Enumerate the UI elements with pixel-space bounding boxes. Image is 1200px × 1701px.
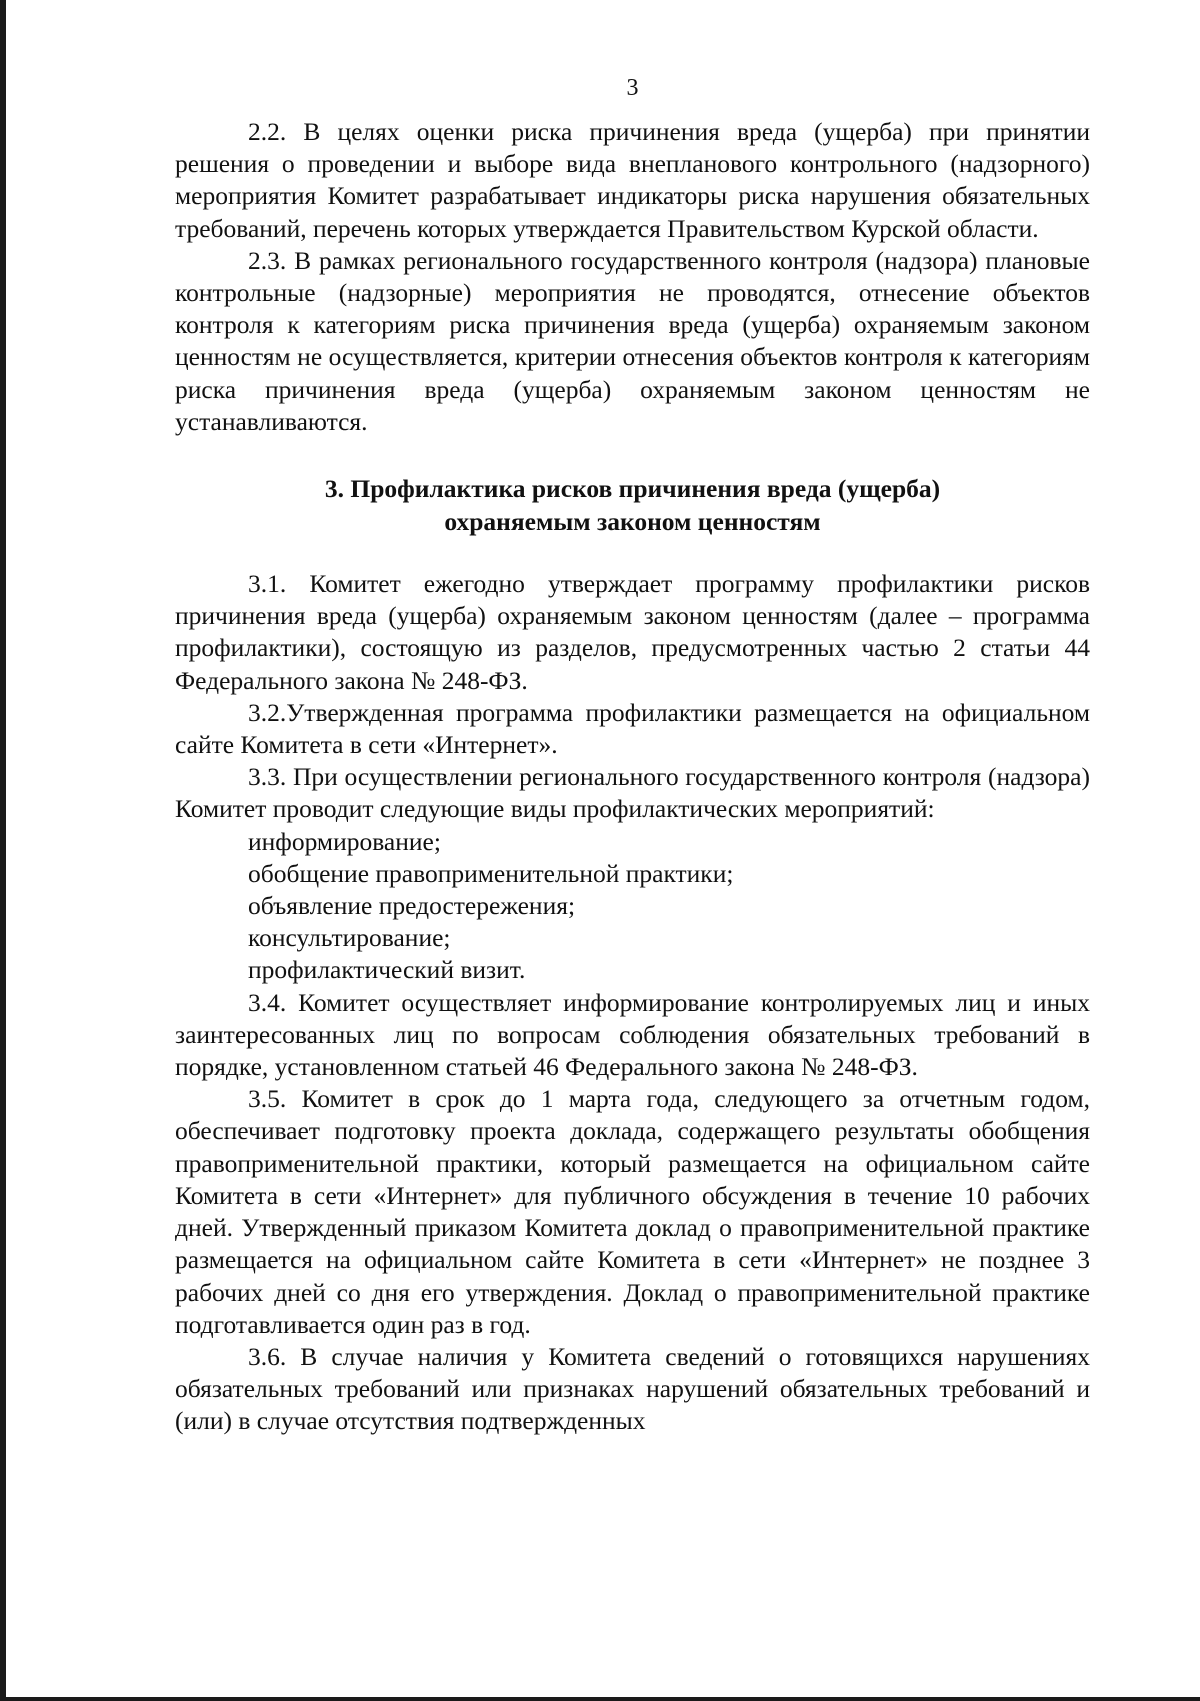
scan-edge-bottom	[0, 1697, 1200, 1701]
paragraph-3-1: 3.1. Комитет ежегодно утверждает программу профилактики рисков причинения вреда (ущерба) охраняемым законом ценностям (далее – программа профилактики), состоящую из разделов, предусмотренных частью 2 статьи 44 Федерального закона № 248-ФЗ.	[175, 569, 1090, 695]
section-heading-line-2: охраняемым законом ценностям	[444, 507, 821, 537]
list-item: объявление предостережения;	[248, 891, 576, 921]
paragraph-3-2: 3.2.Утвержденная программа профилактики размещается на официальном сайте Комитета в сети «Интернет».	[175, 697, 1090, 760]
paragraph-3-5: 3.5. Комитет в срок до 1 марта года, следующего за отчетным годом, обеспечивает подготовку проекта доклада, содержащего результаты обобщения правоприменительной практики, который размещается на официальном сайте Комитета в сети «Интернет» для публичного обсуждения в течение 10 рабочих дней. Утвержденный приказом Комитета доклад о правоприменительной практике размещается на официальном сайте Комитета в сети «Интернет» не позднее 3 рабочих дней со дня его утверждения. Доклад о правоприменительной практике подготавливается один раз в год.	[175, 1084, 1090, 1339]
section-heading	[175, 472, 1090, 538]
scan-edge-left	[0, 0, 6, 1701]
list-item: обобщение правоприменительной практики;	[248, 858, 734, 888]
page-number: 3	[626, 75, 639, 101]
section-heading-line-1: 3. Профилактика рисков причинения вреда (ущерба)	[324, 474, 941, 504]
list-item: информирование;	[248, 826, 441, 856]
list-item: профилактический визит.	[248, 955, 526, 985]
paragraph-2-2: 2.2. В целях оценки риска причинения вреда (ущерба) при принятии решения о проведении и выборе вида внепланового контрольного (надзорного) мероприятия Комитет разрабатывает индикаторы риска нарушения обязательных требований, перечень которых утверждается Правительством Курской области.	[175, 117, 1090, 243]
paragraph-2-3: 2.3. В рамках регионального государственного контроля (надзора) плановые контрольные (надзорные) мероприятия не проводятся, отнесение объектов контроля к категориям риска причинения вреда (ущерба) охраняемым законом ценностям не осуществляется, критерии отнесения объектов контроля к категориям риска причинения вреда (ущерба) охраняемым законом ценностям не устанавливаются.	[175, 245, 1090, 436]
paragraph-3-6: 3.6. В случае наличия у Комитета сведений о готовящихся нарушениях обязательных требований или признаках нарушений обязательных требований и (или) в случае отсутствия подтвержденных	[175, 1341, 1090, 1436]
list-item: консультирование;	[248, 923, 451, 953]
paragraph-3-3: 3.3. При осуществлении регионального государственного контроля (надзора) Комитет проводит следующие виды профилактических мероприятий:	[175, 762, 1090, 824]
paragraph-3-4: 3.4. Комитет осуществляет информирование контролируемых лиц и иных заинтересованных лиц по вопросам соблюдения обязательных требований в порядке, установленном статьей 46 Федерального закона № 248-ФЗ.	[175, 987, 1090, 1082]
document-page	[175, 72, 1090, 1438]
